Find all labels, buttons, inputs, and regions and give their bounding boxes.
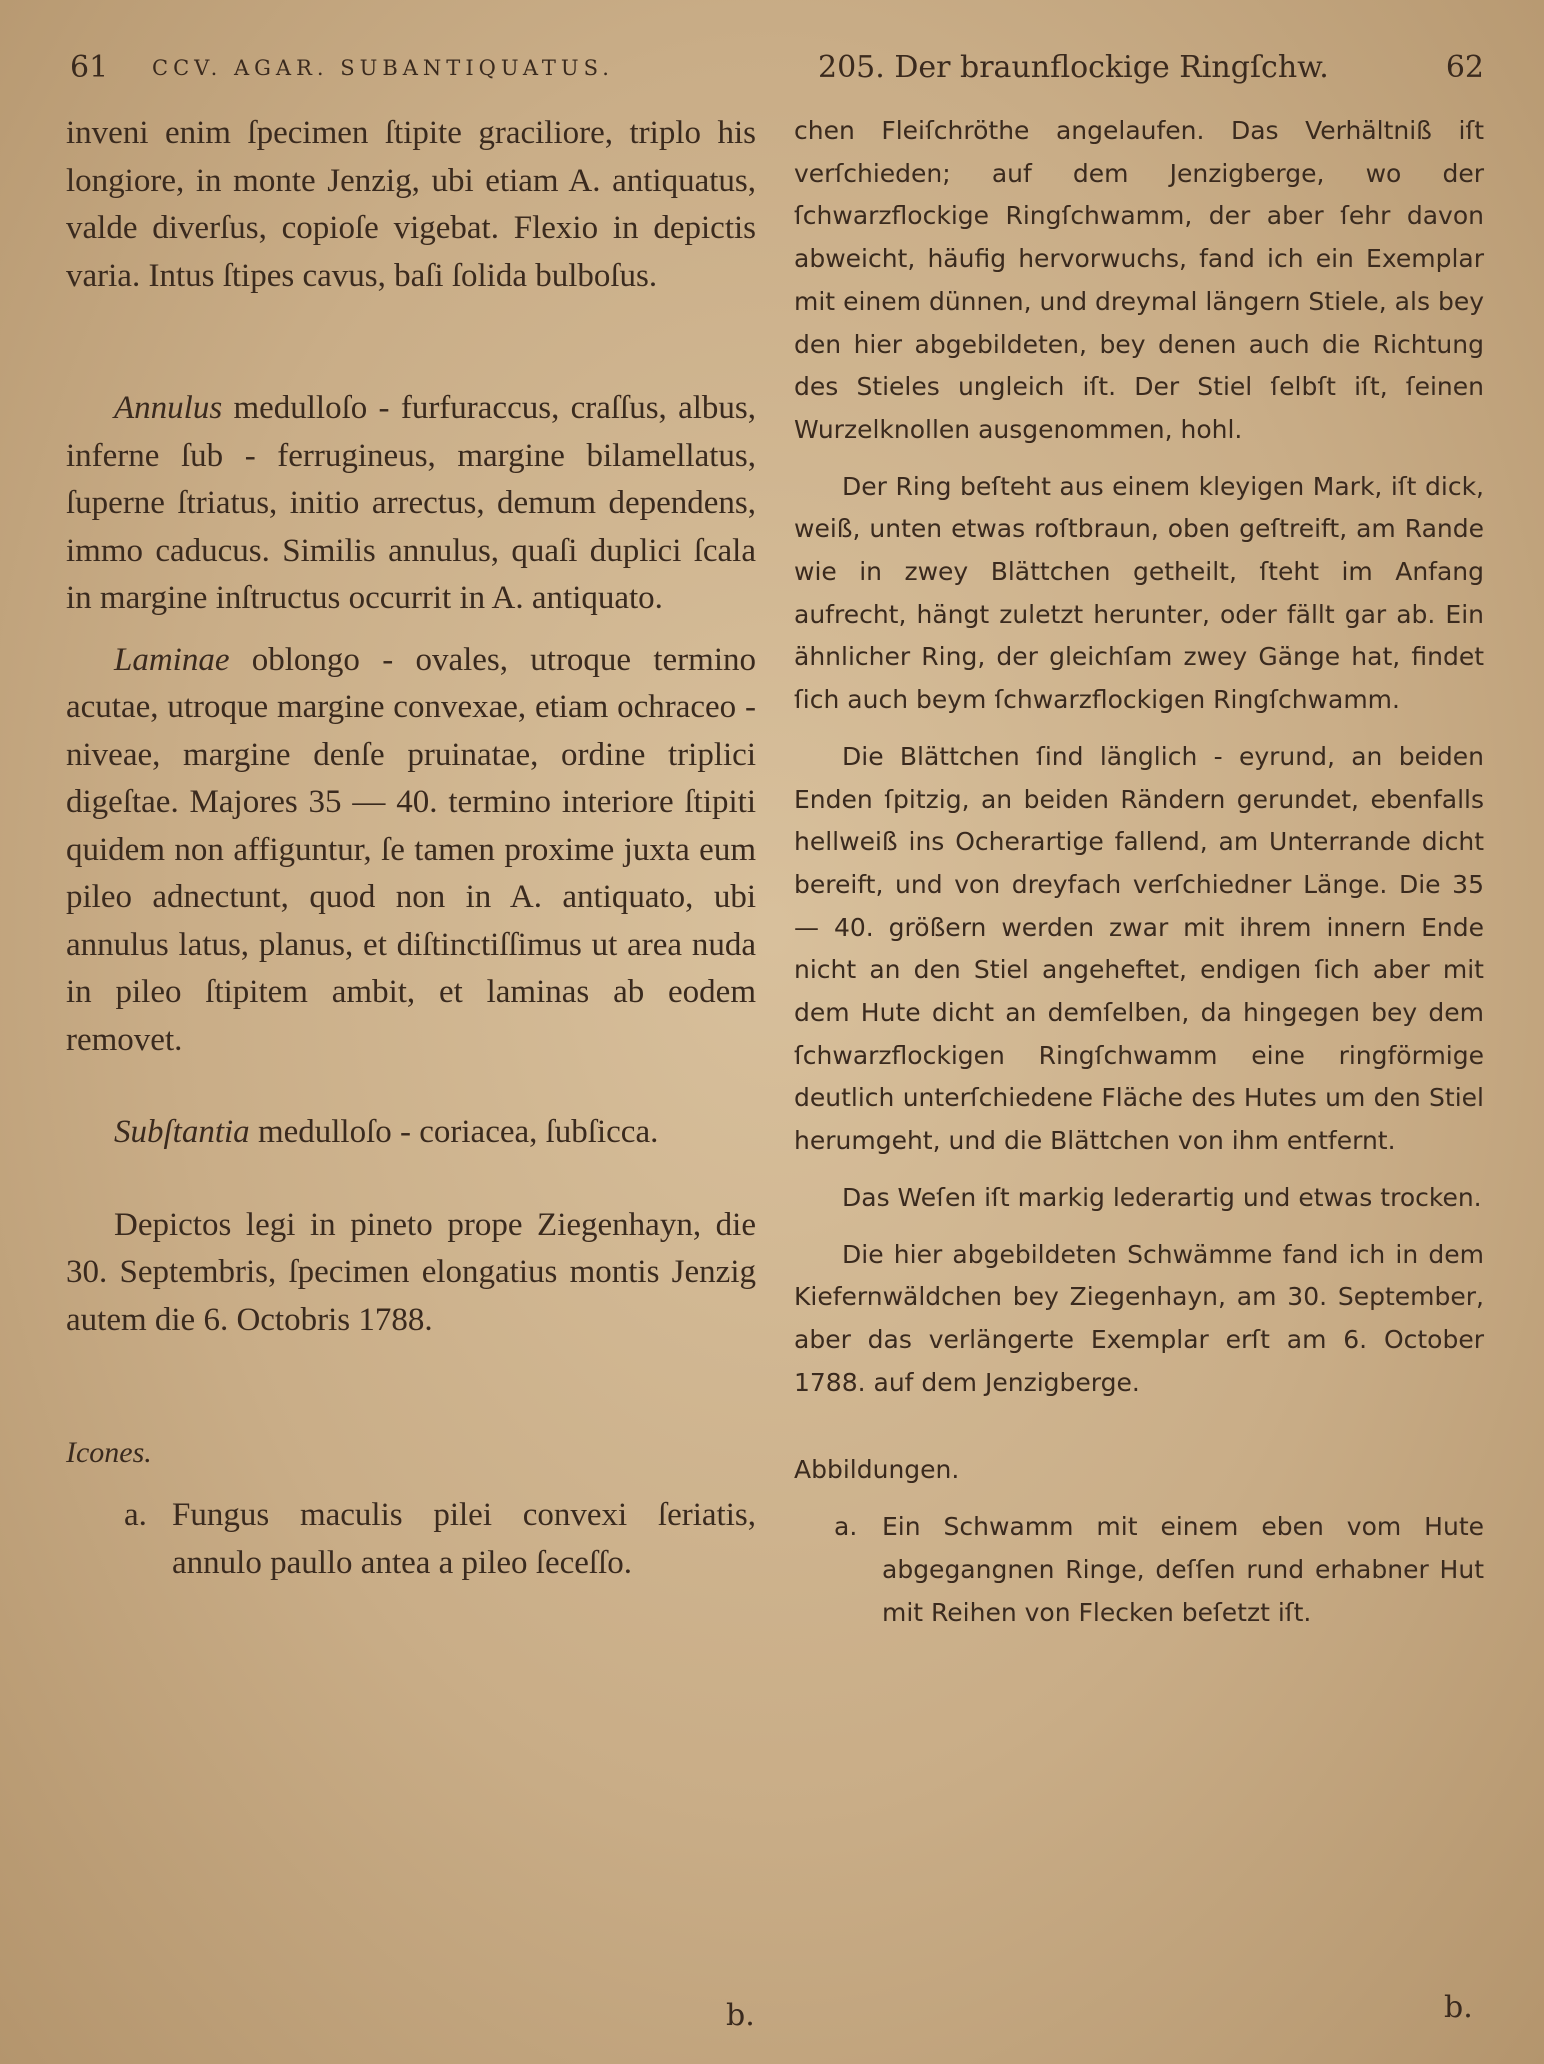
left-catchword: b. [726,1998,755,2033]
left-paragraph-annulus [66,385,756,623]
left-paragraph-stipes: inveni enim ſpecimen ſtipite graciliore, triplo his longiore, in monte Jenzig, ubi etiam A. antiquatus, valde diverſus, copioſe vigebat. Flexio in depictis varia. Intus ſtipes cavus, baſi ſolida bulboſus. [66,115,756,294]
laminae-term: Laminae [114,641,230,678]
right-paragraph-ring: Der Ring beſteht aus einem kleyigen Mark, iſt dick, weiß, unten etwas roſtbraun, oben geſtreift, am Rande wie in zwey Blättchen getheilt, ſteht im Anfang aufrecht, hängt zuletzt herunter, oder fällt gar ab. Ein ähnlicher Ring, der gleichſam zwey Gänge hat, findet ſich auch beym ſchwarzflockigen Ringſchwamm. [794,471,1484,715]
substantia-term: Subſtantia [114,1114,250,1150]
left-paragraph-laminae [66,637,756,1065]
right-running-head: 205. Der braunflockige Ringſchw. [818,50,1329,85]
right-catchword: b. [1444,1990,1473,2025]
laminae-text: oblongo - ovales, utroque termino acutae, utroque margine convexae, etiam ochraceo - niveae, margine denſe pruinatae, ordine triplici digeſtae. Majores 35 — 40. termino interiore ſtipiti quidem non affiguntur, ſe tamen proxime juxta eum pileo adnectunt, quod non in A. antiquato, ubi annulus latus, planus, et diſtinctiſſimus ut area nuda in pileo ſtipitem ambit, et laminas ab eodem removet. [66,641,756,1058]
annulus-text: medulloſo - furfuraccus, craſſus, albus, inferne ſub - ferrugineus, margine bilamellatus, ſuperne ſtriatus, initio arrectus, demum dependens, immo caducus. Similis annulus, quaſi duplici ſcala in margine inſtructus occurrit in A. antiquato. [66,390,756,616]
left-page-header [66,50,756,110]
substantia-text: medulloſo - coriacea, ſubſicca. [249,1114,659,1150]
item-text: Ein Schwamm mit einem eben vom Hute abgegangnen Ringe, deſſen rund erhabner Hut mit Reihen von Flecken beſetzt iſt. [882,1512,1484,1627]
item-marker: a. [834,1512,858,1542]
item-text: Fungus maculis pilei convexi ſeriatis, annulo paullo antea a pileo ſeceſſo. [172,1496,756,1581]
abbildungen-item-a [834,1506,1484,1634]
right-paragraph-blaettchen: Die Blättchen ſind länglich - eyrund, an beiden Enden ſpitzig, an beiden Rändern gerundet, ebenfalls hellweiß ins Ocherartige fallend, am Unterrande dicht bereift, und von dreyfach verſchiedner Länge. Die 35 — 40. größern werden zwar mit ihrem innern Ende nicht an den Stiel angeheftet, endigen ſich aber mit dem Hute dicht an demſelben, da hingegen bey dem ſchwarzflockigen Ringſchwamm eine ringförmige deutlich unterſchiedene Fläche des Hutes um den Stiel herumgeht, und die Blättchen von ihm entfernt. [794,741,1484,1156]
left-paragraph-collected: Depictos legi in pineto prope Ziegenhayn, die 30. Septembris, ſpecimen elongatius montis Jenzig autem die 6. Octobris 1788. [66,1206,756,1338]
icones-item-a [124,1491,756,1587]
annulus-term: Annulus [114,390,223,426]
right-paragraph-wesen: Das Weſen iſt markig lederartig und etwas trocken. [842,1182,1482,1212]
right-page-number: 62 [1445,50,1484,85]
item-marker: a. [124,1496,147,1533]
left-page-number: 61 [70,50,109,85]
right-page [794,50,1484,1634]
left-page [66,50,756,1587]
left-paragraph-substantia [66,1109,756,1157]
abbildungen-heading: Abbildungen. [794,1455,960,1485]
right-paragraph-fundort: Die hier abgebildeten Schwämme fand ich in dem Kiefernwäldchen bey Ziegenhayn, am 30. September, aber das verlängerte Exemplar erſt am 6. October 1788. auf dem Jenzigberge. [794,1239,1484,1397]
right-page-header [794,50,1484,110]
right-paragraph-1: chen Fleiſchröthe angelaufen. Das Verhältniß iſt verſchieden; auf dem Jenzigberge, wo der ſchwarzflockige Ringſchwamm, der aber ſehr davon abweicht, häufig hervorwuchs, fand ich ein Exemplar mit einem dünnen, und dreymal längern Stiele, als bey den hier abgebildeten, bey denen auch die Richtung des Stieles ungleich iſt. Der Stiel ſelbſt iſt, ſeinen Wurzelknollen ausgenommen, hohl. [794,116,1484,444]
icones-heading: Icones. [66,1436,152,1469]
left-running-head: CCV. AGAR. SUBANTIQUATUS. [152,56,614,80]
